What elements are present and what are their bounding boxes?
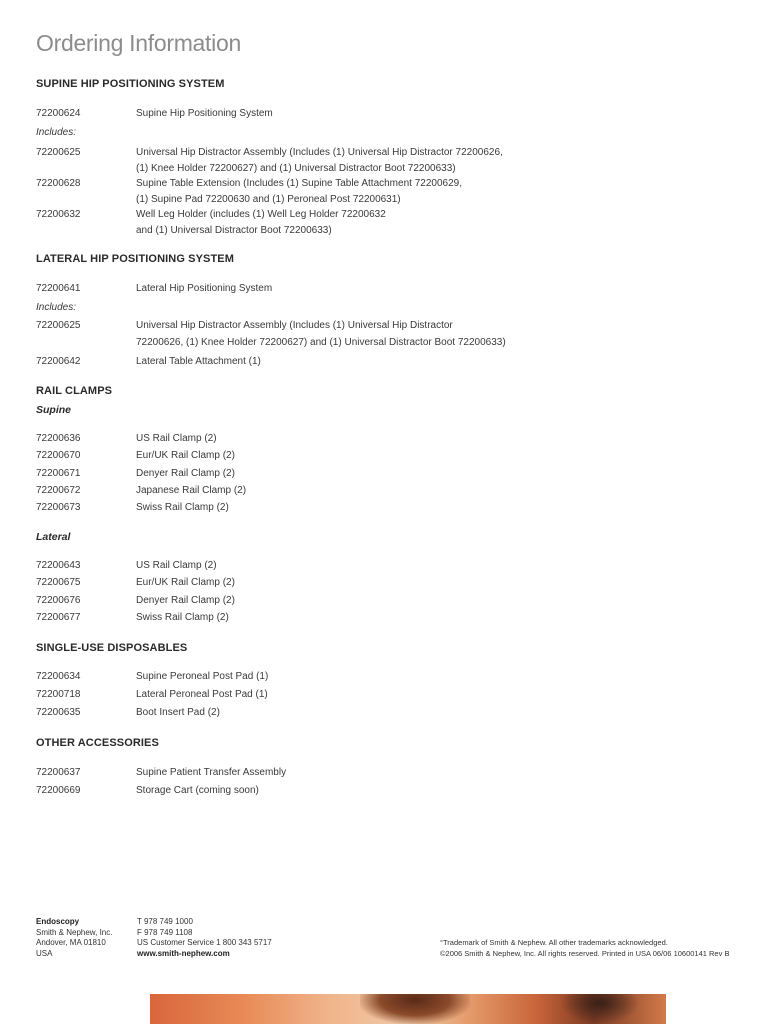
product-description: US Rail Clamp (2)	[136, 433, 217, 444]
accessories-heading: OTHER ACCESSORIES	[36, 737, 159, 749]
product-description: Supine Hip Positioning System	[136, 108, 273, 119]
footer-fax: F 978 749 1108	[137, 927, 193, 937]
footer-city: Andover, MA 01810	[36, 938, 106, 947]
product-description: US Rail Clamp (2)	[136, 560, 217, 571]
footer-address	[36, 917, 112, 959]
footer-trademark: °Trademark of Smith & Nephew. All other trademarks acknowledged.	[440, 938, 668, 947]
product-description: Swiss Rail Clamp (2)	[136, 612, 229, 623]
footer-contact	[137, 917, 272, 959]
product-code: 72200625	[36, 320, 81, 331]
product-code: 72200635	[36, 707, 81, 718]
product-description-line2: (1) Knee Holder 72200627) and (1) Universal Distractor Boot 72200633)	[136, 162, 456, 174]
product-code: 72200675	[36, 577, 81, 588]
product-description: Eur/UK Rail Clamp (2)	[136, 450, 235, 461]
footer-legal	[440, 938, 729, 959]
footer-customer-service: US Customer Service 1 800 343 5717	[137, 938, 272, 947]
product-code: 72200625	[36, 147, 81, 158]
footer-country: USA	[36, 948, 53, 958]
product-description: Japanese Rail Clamp (2)	[136, 485, 247, 496]
product-code: 72200669	[36, 785, 81, 796]
lateral-subheading: Lateral	[36, 531, 71, 543]
product-description-line1: Well Leg Holder (includes (1) Well Leg Holder 72200632	[136, 209, 386, 220]
supine-section-heading: SUPINE HIP POSITIONING SYSTEM	[36, 78, 225, 90]
photo-shadow	[360, 994, 470, 1024]
page-title: Ordering Information	[36, 30, 241, 56]
product-code: 72200641	[36, 283, 81, 294]
photo-shadow	[560, 994, 640, 1024]
includes-label: Includes:	[36, 127, 77, 138]
product-description: Boot Insert Pad (2)	[136, 707, 220, 718]
product-code: 72200637	[36, 767, 81, 778]
product-description: Denyer Rail Clamp (2)	[136, 595, 235, 606]
product-description: Eur/UK Rail Clamp (2)	[136, 577, 235, 588]
product-description: Denyer Rail Clamp (2)	[136, 468, 235, 479]
product-code: 72200676	[36, 595, 81, 606]
rail-clamps-heading: RAIL CLAMPS	[36, 385, 113, 397]
product-code: 72200677	[36, 612, 81, 623]
product-code: 72200634	[36, 671, 81, 682]
cover-photo-strip	[150, 994, 666, 1024]
product-code: 72200673	[36, 502, 81, 513]
product-description-line2: (1) Supine Pad 72200630 and (1) Peroneal Post 72200631)	[136, 193, 401, 205]
disposables-heading: SINGLE-USE DISPOSABLES	[36, 642, 188, 654]
product-description: Swiss Rail Clamp (2)	[136, 502, 229, 513]
footer-phone: T 978 749 1000	[137, 917, 193, 926]
product-description: Storage Cart (coming soon)	[136, 785, 259, 796]
product-description: Supine Peroneal Post Pad (1)	[136, 671, 269, 682]
product-code: 72200670	[36, 450, 81, 461]
product-code: 72200672	[36, 485, 81, 496]
lateral-section-heading: LATERAL HIP POSITIONING SYSTEM	[36, 253, 234, 265]
product-code: 72200643	[36, 560, 81, 571]
product-code: 72200671	[36, 468, 81, 479]
product-code: 72200628	[36, 178, 81, 189]
product-description-line1: Universal Hip Distractor Assembly (Includes (1) Universal Hip Distractor	[136, 320, 453, 331]
product-code: 72200632	[36, 209, 81, 220]
product-description-line1: Supine Table Extension (Includes (1) Supine Table Attachment 72200629,	[136, 178, 462, 189]
product-code: 72200636	[36, 433, 81, 444]
product-description: Lateral Table Attachment (1)	[136, 356, 261, 367]
product-description-line1: Universal Hip Distractor Assembly (Includes (1) Universal Hip Distractor 72200626,	[136, 147, 503, 158]
product-code: 72200718	[36, 689, 81, 700]
footer-copyright: ©2006 Smith & Nephew, Inc. All rights reserved. Printed in USA 06/06 10600141 Rev B	[440, 948, 730, 958]
product-description: Lateral Hip Positioning System	[136, 283, 273, 294]
includes-label: Includes:	[36, 302, 77, 313]
product-description: Lateral Peroneal Post Pad (1)	[136, 689, 268, 700]
supine-subheading: Supine	[36, 404, 72, 416]
footer-division: Endoscopy	[36, 917, 80, 926]
product-code: 72200624	[36, 108, 81, 119]
footer-website-link[interactable]: www.smith-nephew.com	[137, 948, 230, 958]
product-description-line2: 72200626, (1) Knee Holder 72200627) and (1) Universal Distractor Boot 72200633)	[136, 337, 506, 348]
product-description-line2: and (1) Universal Distractor Boot 72200633)	[136, 224, 332, 236]
product-description: Supine Patient Transfer Assembly	[136, 767, 287, 778]
footer-company: Smith & Nephew, Inc.	[36, 927, 113, 937]
product-code: 72200642	[36, 356, 81, 367]
